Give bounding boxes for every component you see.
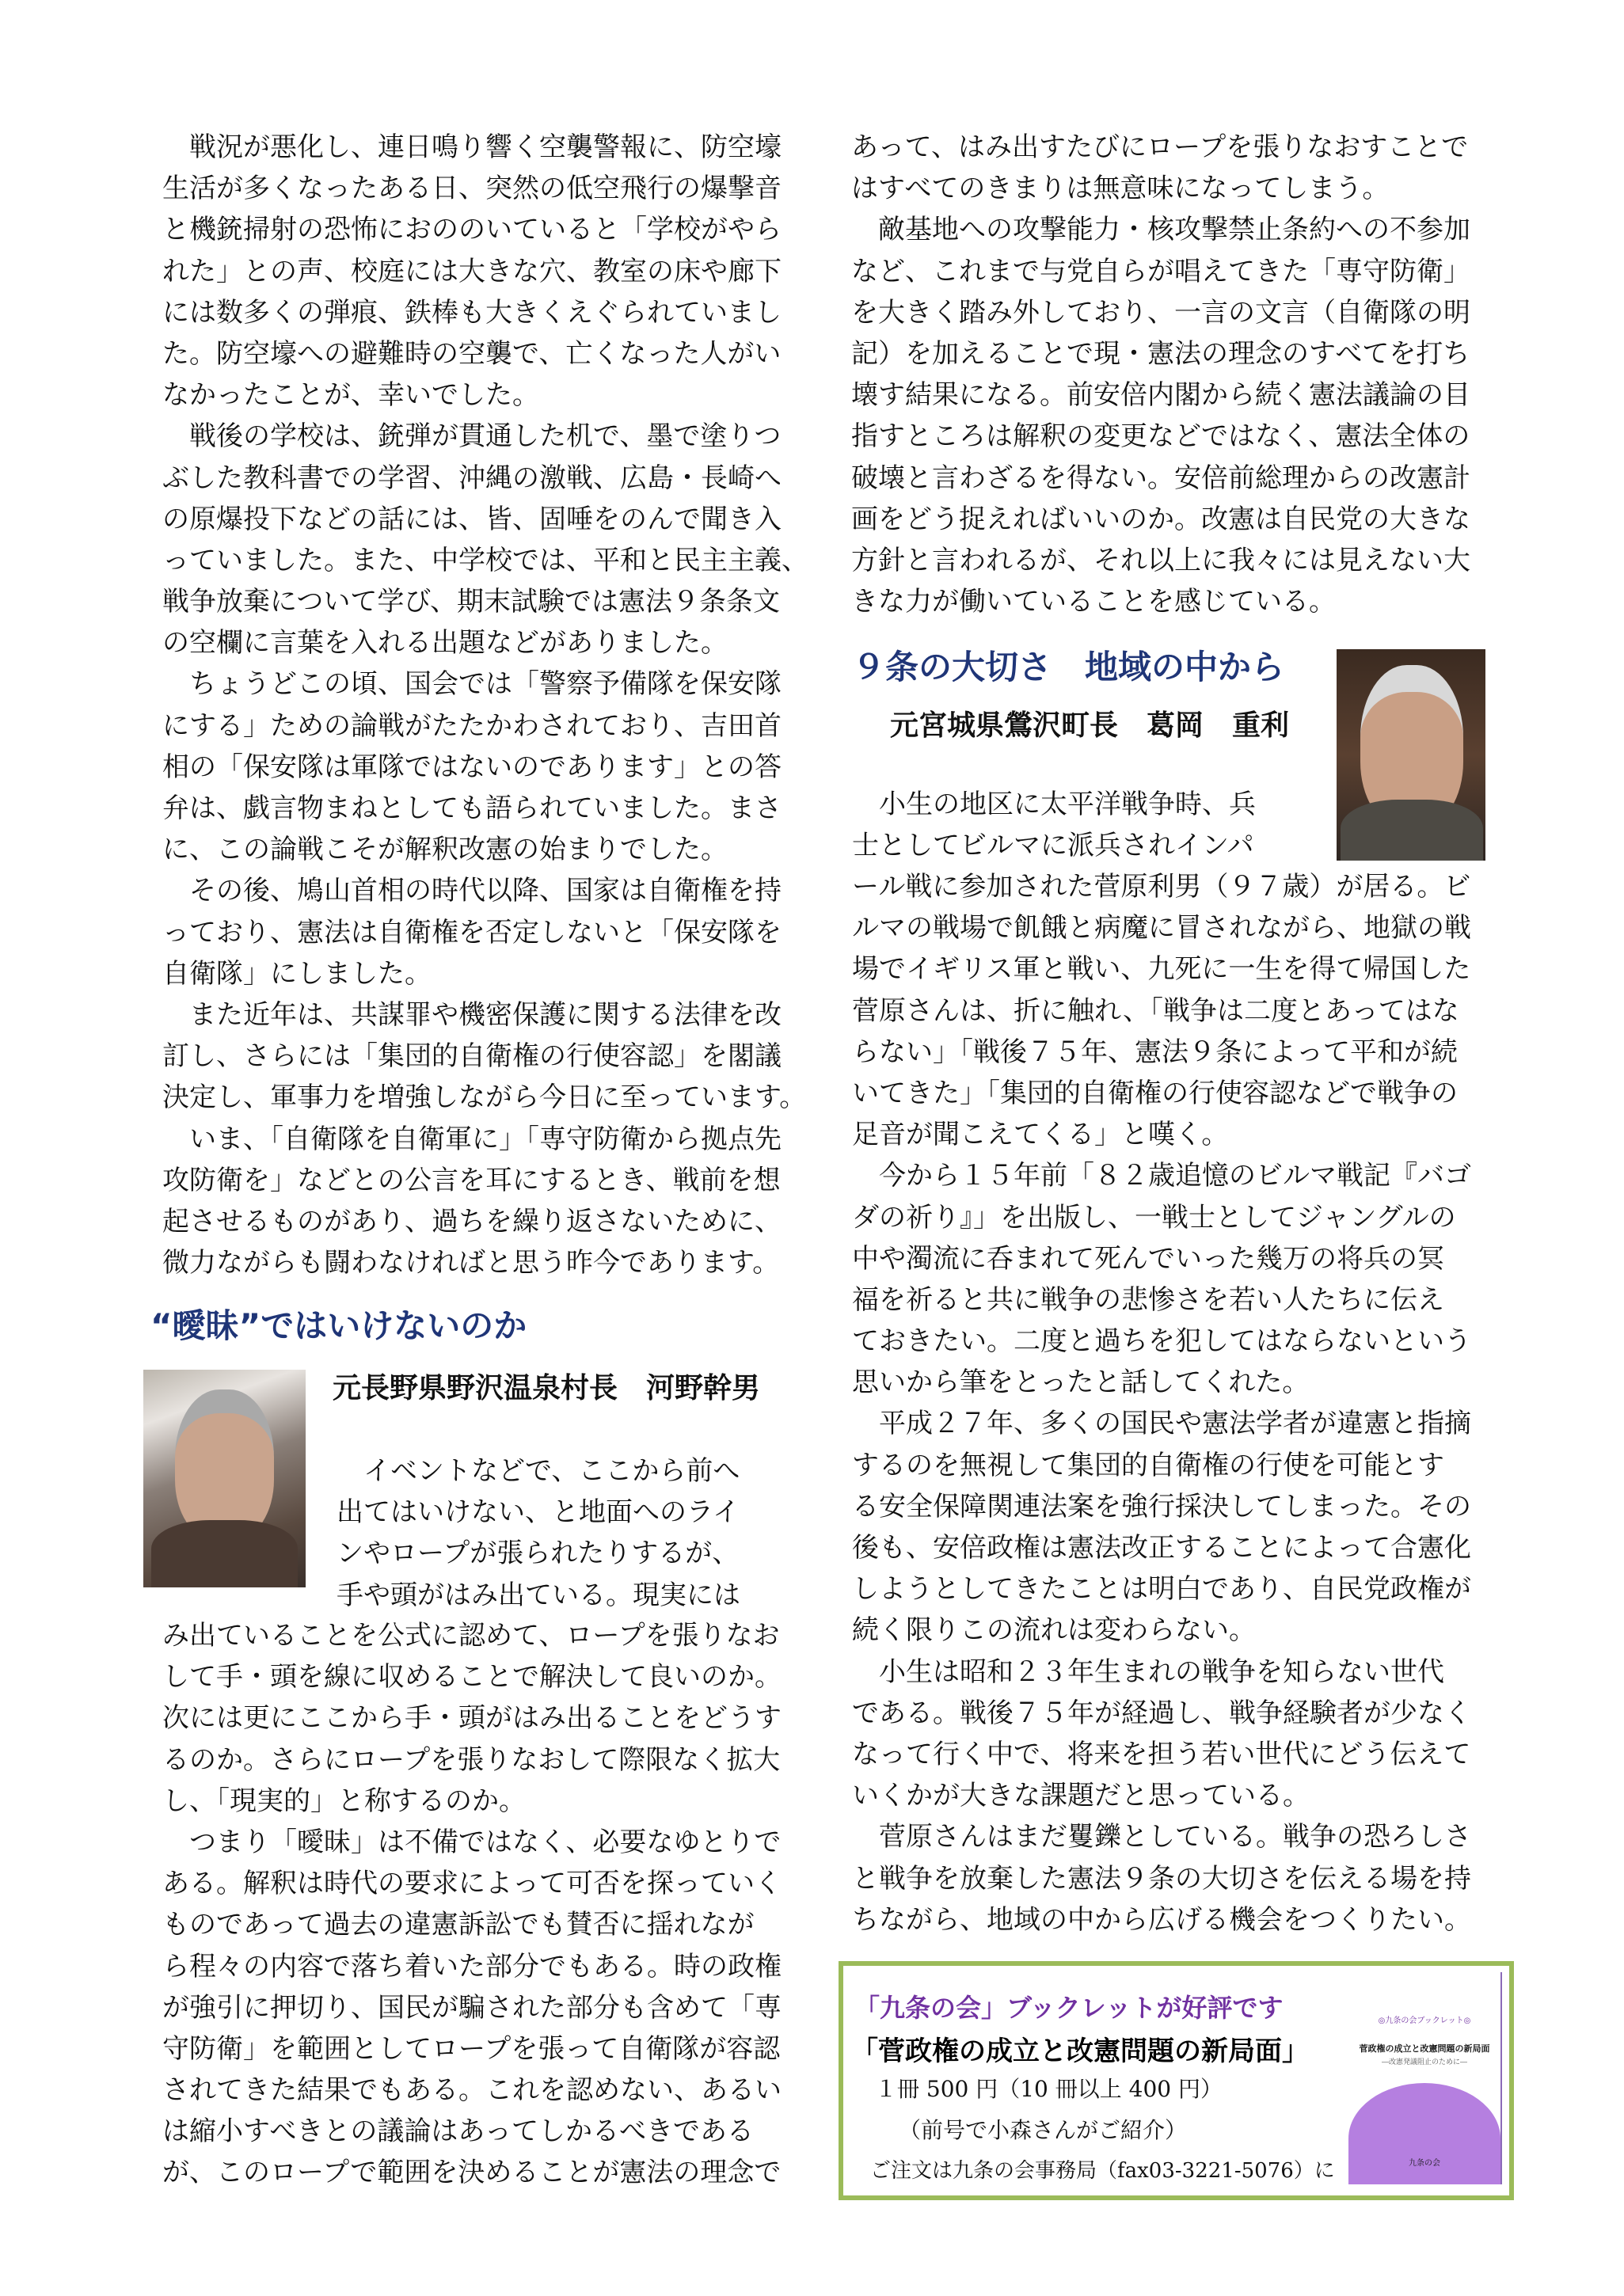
text-line: するのを無視して集団的自衛権の行使を可能とす: [852, 1449, 1444, 1481]
text-line: 弁は、戯言物まねとしても語られていました。まさ: [162, 793, 782, 824]
text-line: 敵基地への攻撃能力・核攻撃禁止条約への不参加: [851, 214, 1470, 246]
text-line: ある。解釈は時代の要求によって可否を探っていく: [162, 1868, 782, 1900]
text-line: 戦争放棄について学び、期末試験では憲法９条条文: [162, 586, 780, 618]
text-line: は縮小すべきとの議論はあってしかるべきである: [162, 2115, 754, 2148]
text-line: 平成２７年、多くの国民や憲法学者が違憲と指摘: [852, 1408, 1471, 1440]
ad-price: １冊 500 円（10 冊以上 400 円）: [875, 2076, 1223, 2102]
text-line: し、「現実的」と称するのか。: [162, 1785, 526, 1817]
text-line: など、これまで与党自らが唱えてきた「専守防衛」: [851, 255, 1470, 287]
text-line: み出ていることを公式に認めて、ロープを張りなお: [162, 1620, 780, 1652]
text-line: 記）を加えることで現・憲法の理念のすべてを打ち: [851, 337, 1470, 370]
text-line: いくかが大きな課題だと思っている。: [852, 1780, 1310, 1812]
text-line: ちながら、地域の中から広げる機会をつくりたい。: [852, 1903, 1471, 1936]
text-line: の原爆投下などの話には、皆、固唾をのんで聞き入: [162, 503, 782, 535]
text-line: ンやロープが張られたりするが、: [337, 1538, 740, 1570]
text-line: いてきた」「集団的自衛権の行使容認などで戦争の: [852, 1077, 1458, 1109]
cover-title: 菅政権の成立と改憲問題の新局面: [1359, 2043, 1490, 2054]
text-line: らない」「戦後７５年、憲法９条によって平和が続: [852, 1036, 1458, 1068]
text-line: きな力が働いていることを感じている。: [851, 586, 1336, 618]
text-line: ら程々の内容で落ち着いた部分でもある。時の政権: [162, 1950, 782, 1982]
text-line: 場でイギリス軍と戦い、九死に一生を得て帰国した: [852, 953, 1471, 986]
cover-series: ◎九条の会ブックレット◎: [1378, 2017, 1471, 2025]
text-line: 手や頭がはみ出ている。現実には: [337, 1579, 740, 1611]
text-line: 思いから筆をとったと話してくれた。: [852, 1367, 1310, 1399]
text-line: 壊す結果になる。前安倍内閣から続く憲法議論の目: [851, 379, 1470, 412]
text-line: 戦況が悪化し、連日鳴り響く空襲警報に、防空壕: [162, 131, 782, 163]
text-line: と戦争を放棄した憲法９条の大切さを伝える場を持: [852, 1862, 1471, 1895]
text-line: た。防空壕への避難時の空襲で、亡くなった人がい: [162, 337, 782, 370]
text-line: の空欄に言葉を入れる出題などがありました。: [162, 627, 728, 660]
ad-title: 「九条の会」ブックレットが好評です: [854, 1993, 1284, 2023]
text-line: 方針と言われるが、それ以上に我々には見えない大: [851, 544, 1470, 576]
text-line: 菅原さんはまだ矍鑠としている。戦争の恐ろしさ: [852, 1821, 1471, 1853]
aimai-body-text: [162, 1615, 782, 2194]
text-line: が、このロープで範囲を決めることが憲法の理念で: [162, 2157, 782, 2189]
text-line: 自衛隊」にしました。: [162, 957, 432, 990]
text-line: 相の「保安隊は軍隊ではないのであります」との答: [162, 751, 782, 783]
text-line: 中や濁流に呑まれて死んでいった幾万の将兵の冥: [852, 1242, 1444, 1275]
ad-order-info: ご注文は九条の会事務局（fax03-3221-5076）に: [870, 2159, 1335, 2183]
text-line: ール戦に参加された菅原利男（９７歳）が居る。ビ: [852, 871, 1471, 903]
text-line: あって、はみ出すたびにロープを張りなおすことで: [851, 131, 1469, 163]
text-line: なって行く中で、将来を担う若い世代にどう伝えて: [852, 1738, 1471, 1770]
text-line: イベントなどで、ここから前へ: [337, 1455, 740, 1487]
text-line: 小生の地区に太平洋戦争時、兵: [852, 789, 1256, 820]
text-line: その後、鳩山首相の時代以降、国家は自衛権を持: [162, 875, 782, 907]
text-line: 守防衛」を範囲としてロープを張って自衛隊が容認: [162, 2032, 781, 2065]
text-line: 画をどう捉えればいいのか。改憲は自民党の大きな: [851, 503, 1470, 535]
text-line: いま、「自衛隊を自衛軍に」「専守防衛から拠点先: [162, 1123, 782, 1155]
text-line: 後も、安倍政権は憲法改正することによって合憲化: [852, 1532, 1471, 1564]
text-line: 訂し、さらには「集団的自衛権の行使容認」を閣議: [162, 1040, 782, 1073]
text-line: 足音が聞こえてくる」と嘆く。: [852, 1119, 1229, 1151]
text-line: 決定し、軍事力を増強しながら今日に至っています。: [162, 1081, 807, 1114]
article9-body-text: [852, 866, 1471, 1941]
text-line: 戦後の学校は、銃弾が貫通した机で、墨で塗りつ: [162, 420, 782, 453]
text-line: るのか。さらにロープを張りなおして際限なく拡大: [162, 1743, 781, 1776]
text-line: である。戦後７５年が経過し、戦争経験者が少なく: [852, 1697, 1471, 1729]
article-heading-aimai: “曖昧”ではいけないのか: [150, 1306, 527, 1345]
byline-kono: 元長野県野沢温泉村長 河野幹男: [333, 1372, 761, 1405]
text-line: 今から１５年前「８２歳追憶のビルマ戦記『バゴ: [852, 1160, 1471, 1192]
text-line: っており、憲法は自衛権を否定しないと「保安隊を: [162, 916, 782, 948]
text-line: ちょうどこの頃、国会では「警察予備隊を保安隊: [162, 668, 782, 701]
text-line: ものであって過去の違憲訴訟でも賛否に揺れなが: [162, 1909, 755, 1941]
cover-subtitle: ―改憲発議阻止のために―: [1381, 2058, 1467, 2066]
text-line: ぶした教科書での学習、沖縄の激戦、広島・長崎へ: [162, 462, 782, 494]
text-line: 次には更にここから手・頭がはみ出ることをどうす: [162, 1702, 782, 1735]
text-line: を大きく踏み外しており、一言の文言（自衛隊の明: [851, 296, 1470, 329]
cover-arc-shape: [1348, 2083, 1500, 2184]
text-line: なかったことが、幸いでした。: [162, 379, 539, 412]
portrait-photo-kuzuoka: [1337, 649, 1485, 861]
text-line: 指すところは解釈の変更などではなく、憲法全体の: [851, 420, 1470, 453]
text-line: 続く限りこの流れは変わらない。: [852, 1614, 1256, 1647]
text-line: る安全保障関連法案を強行採決してしまった。その: [852, 1490, 1471, 1522]
portrait-photo-kono: [143, 1370, 306, 1587]
text-line: には数多くの弾痕、鉄棒も大きくえぐられていまし: [162, 296, 782, 329]
article9-beside-photo-text: [852, 784, 1256, 866]
cover-publisher: 九条の会: [1409, 2159, 1440, 2168]
text-line: はすべてのきまりは無意味になってしまう。: [851, 173, 1390, 205]
text-line: 攻防衛を」などとの公言を耳にするとき、戦前を想: [162, 1164, 781, 1196]
text-line: に、この論戦こそが解釈改憲の始まりでした。: [162, 834, 728, 866]
text-line: にする」ための論戦がたたかわされており、吉田首: [162, 709, 782, 742]
text-line: と機銃掃射の恐怖におののいていると「学校がやら: [162, 214, 782, 246]
aimai-continued-text: [851, 127, 1470, 622]
aimai-beside-photo-text: [337, 1450, 740, 1616]
text-line: 微力ながらも闘わなければと思う昨今であります。: [162, 1247, 780, 1279]
left-column-text: [162, 127, 808, 1283]
text-line: 生活が多くなったある日、突然の低空飛行の爆撃音: [162, 173, 782, 205]
text-line: しようとしてきたことは明白であり、自民党政権が: [852, 1573, 1471, 1606]
text-line: また近年は、共謀罪や機密保護に関する法律を改: [162, 998, 782, 1031]
text-line: つまり「曖昧」は不備ではなく、必要なゆとりで: [162, 1826, 782, 1858]
text-line: が強引に押切り、国民が騙された部分も含めて「専: [162, 1991, 782, 2024]
byline-kuzuoka: 元宮城県鶯沢町長 葛岡 重利: [890, 709, 1290, 742]
ad-book-title: 「菅政権の成立と改憲問題の新局面」: [851, 2036, 1309, 2067]
text-line: 士としてビルマに派兵されインパ: [852, 830, 1254, 862]
text-line: ダの祈り』」を出版し、一戦士としてジャングルの: [852, 1201, 1456, 1234]
ad-note: （前号で小森さんがご紹介）: [899, 2117, 1188, 2143]
text-line: っていました。また、中学校では、平和と民主主義、: [162, 544, 808, 576]
text-line: 福を祈ると共に戦争の悲惨さを若い人たちに伝え: [852, 1283, 1444, 1316]
text-line: 出てはいけない、と地面へのライ: [337, 1496, 740, 1529]
text-line: して手・頭を線に収めることで解決して良いのか。: [162, 1661, 782, 1693]
article-heading-article9: ９条の大切さ 地域の中から: [852, 648, 1285, 686]
text-line: 小生は昭和２３年生まれの戦争を知らない世代: [852, 1655, 1444, 1688]
text-line: されてきた結果でもある。これを認めない、あるい: [162, 2074, 782, 2107]
text-line: 起させるものがあり、過ちを繰り返さないために、: [162, 1205, 782, 1237]
text-line: ルマの戦場で飢餓と病魔に冒されながら、地獄の戦: [852, 912, 1471, 945]
text-line: ておきたい。二度と過ちを犯してはならないという: [852, 1325, 1471, 1358]
text-line: 破壊と言わざるを得ない。安倍前総理からの改憲計: [851, 462, 1470, 494]
booklet-ad-box: [839, 1961, 1514, 2200]
text-line: れた」との声、校庭には大きな穴、教室の床や廊下: [162, 255, 782, 287]
booklet-cover-image: [1348, 1972, 1502, 2184]
text-line: 菅原さんは、折に触れ、「戦争は二度とあってはな: [852, 994, 1459, 1027]
